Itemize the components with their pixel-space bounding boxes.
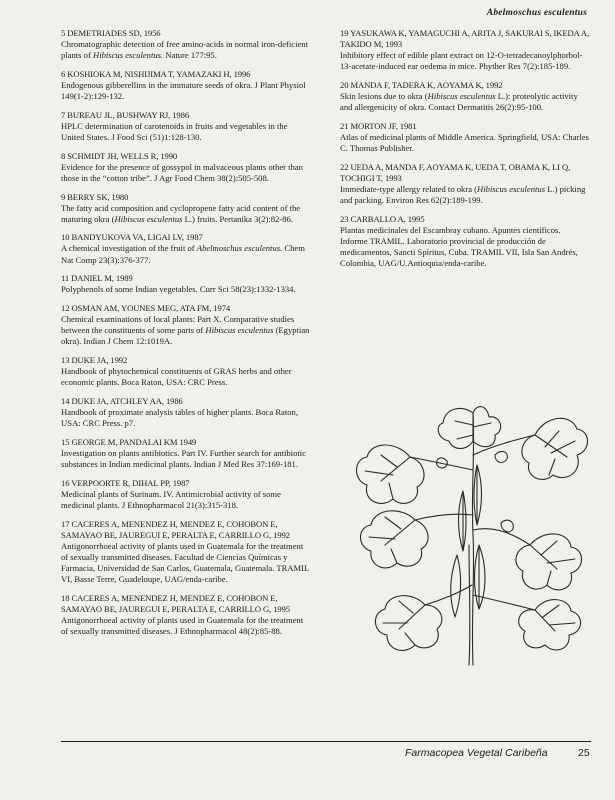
reference-entry <box>61 478 311 511</box>
reference-entry <box>340 121 590 154</box>
reference-body: Handbook of proximate analysis tables of higher plants. Boca Raton, USA: CRC Press. p7. <box>61 406 298 429</box>
reference-authors: 8 SCHMIDT JH, WELLS R, 1990 <box>61 150 178 161</box>
running-header: Abelmoschus esculentus <box>486 8 587 18</box>
reference-entry <box>61 355 311 388</box>
reference-authors: 7 BUREAU JL, BUSHWAY RJ, 1986 <box>61 109 190 120</box>
footer-title: Farmacopea Vegetal Caribeña <box>405 747 548 759</box>
reference-body: Skin lesions due to okra (Hibiscus esculentus L.): proteolytic activity and allergenicity of okra. Contact Dermatitis 26(2):95-100. <box>340 91 578 113</box>
reference-entry <box>340 28 590 72</box>
reference-entry <box>340 162 590 206</box>
left-column-references <box>61 28 311 645</box>
reference-body: The fatty acid composition and cyclopropene fatty acid content of the maturing okra (Hibiscus esculentus L.) fruits. Pertanika 3(2):82-86. <box>61 202 301 224</box>
reference-body: Antigonorrhoeal activity of plants used in Guatemala for the treatment of sexually transmitted diseases. J Ethnopharmacol 48(2):85-88. <box>61 614 304 636</box>
reference-body: Chromatographic detection of free amino-acids in normal iron-deficient plants of Hibiscus esculentus. Nature 177:95. <box>61 39 308 61</box>
okra-plant-illustration <box>345 395 595 675</box>
reference-authors: 12 OSMAN AM, YOUNES MEG, ATA FM, 1974 <box>61 303 231 314</box>
reference-authors: 5 DEMETRIADES SD, 1956 <box>61 28 161 38</box>
reference-authors: 22 UEDA A, MANDA F, AOYAMA K, UEDA T, OBAMA K, LI Q, TOCHIGI T, 1993 <box>340 161 571 183</box>
reference-authors: 17 CACERES A, MENENDEZ H, MENDEZ E, COHOBON E, SAMAYAO BE, JAUREGUI E, PERALTA E, CARRILLO G, 1992 <box>61 518 290 540</box>
reference-authors: 14 DUKE JA, ATCHLEY AA, 1986 <box>61 395 183 406</box>
reference-authors: 18 CACERES A, MENENDEZ H, MENDEZ E, COHOBON E, SAMAYAO BE, JAUREGUI E, PERALTA E, CARRILLO G, 1995 <box>61 592 290 614</box>
reference-entry <box>340 214 590 269</box>
reference-body: A chemical investigation of the fruit of Abelmoschus esculentus. Chem Nat Comp 23(3):376-377. <box>61 243 305 265</box>
reference-authors: 16 VERPOORTE R, DIHAL PP, 1987 <box>61 477 190 488</box>
reference-entry <box>61 396 311 429</box>
reference-entry <box>61 303 311 347</box>
reference-entry <box>61 28 311 61</box>
reference-body: HPLC determination of carotenoids in fruits and vegetables in the United States. J Food Sci (51)1:128-130. <box>61 120 288 142</box>
reference-body: Antigonorrhoeal activity of plants used in Guatemala for the treatment of sexually transmitted diseases. Facultad de Ciencias Químicas y Farmacia, Universidad de San Carlos, Guatemala, Guatemala. TRAMIL VI, Basse Terre, Guadeloupe, UAG/enda-caribe. <box>61 540 309 584</box>
right-column-references <box>340 28 590 277</box>
reference-authors: 11 DANIEL M, 1989 <box>61 273 133 284</box>
reference-body: Medicinal plants of Surinam. IV. Antimicrobial activity of some medicinal plants. J Ethnopharmacol 21(3):315-318. <box>61 488 281 510</box>
reference-entry <box>61 110 311 143</box>
reference-entry <box>61 273 311 295</box>
reference-authors: 20 MANDA F, TADERA K, AOYAMA K, 1992 <box>340 79 503 90</box>
reference-authors: 13 DUKE JA, 1992 <box>61 355 128 365</box>
footer-rule <box>61 741 591 742</box>
reference-authors: 23 CARBALLO A, 1995 <box>340 213 425 224</box>
reference-authors: 19 YASUKAWA K, YAMAGUCHI A, ARITA J, SAKURAI S, IKEDA A, TAKIDO M, 1993 <box>340 28 590 50</box>
reference-body: Chemical examinations of local plants: Part X. Comparative studies between the constituents of some parts of Hibiscus esculentus (Egyptian okra). Indian J Chem 12:1019A. <box>61 314 310 347</box>
reference-body: Handbook of phytochemical constituents of GRAS herbs and other economic plants. Boca Raton, USA: CRC Press. <box>61 366 292 388</box>
reference-authors: 10 BANDYUKOVA VA, LIGAI LV, 1987 <box>61 232 203 243</box>
reference-body: Atlas of medicinal plants of Middle America. Springfield, USA: Charles C. Thomas Publisher. <box>340 131 589 154</box>
reference-body: Plantas medicinales del Escambray cubano. Apuntes científicos. Informe TRAMIL. Laboratorio provincial de producción de medicamentos, Sancti Spíritus, Cuba. TRAMIL VII, Isla San Andrés, Colombia, UAG/U.Antioquia/enda-caribe. <box>340 224 578 269</box>
reference-body: Polyphenols of some Indian vegetables. Curr Sci 58(23):1332-1334. <box>61 284 296 295</box>
reference-entry <box>61 192 311 225</box>
reference-body: Investigation on plants antibiotics. Part IV. Further search for antibiotic substances in Indian medicinal plants. Indian J Med Res 37:169-181. <box>61 447 306 469</box>
reference-entry <box>61 151 311 184</box>
reference-entry <box>340 80 590 113</box>
reference-authors: 15 GEORGE M, PANDALAI KM 1949 <box>61 436 197 447</box>
reference-authors: 6 KOSHIOKA M, NISHIJIMA T, YAMAZAKI H, 1996 <box>61 68 251 79</box>
reference-authors: 21 MORTON JF, 1981 <box>340 120 417 131</box>
reference-entry <box>61 519 311 586</box>
reference-body: Evidence for the presence of gossypol in malvaceous plants other than those in the “cotton tribe”. J Agr Food Chem 38(2):505-508. <box>61 161 303 183</box>
reference-authors: 9 BERRY SK, 1980 <box>61 191 129 202</box>
reference-entry <box>61 69 311 102</box>
reference-body: Immediate-type allergy related to okra (Hibiscus esculentus L.) picking and packing. Environ Res 62(2):189-199. <box>340 183 586 205</box>
reference-entry <box>61 593 311 637</box>
reference-entry <box>61 437 311 470</box>
reference-body: Endogenous gibberellins in the immature seeds of okra. J Plant Physiol 149(1-2):129-132. <box>61 79 306 102</box>
reference-entry <box>61 232 311 265</box>
reference-body: Inhibitory effect of edible plant extract on 12-O-tetradecanoylphorbol-13-acetate-induced ear oedema in mice. Phyther Res 7(2):185-189. <box>340 50 583 72</box>
page-number: 25 <box>578 747 590 759</box>
